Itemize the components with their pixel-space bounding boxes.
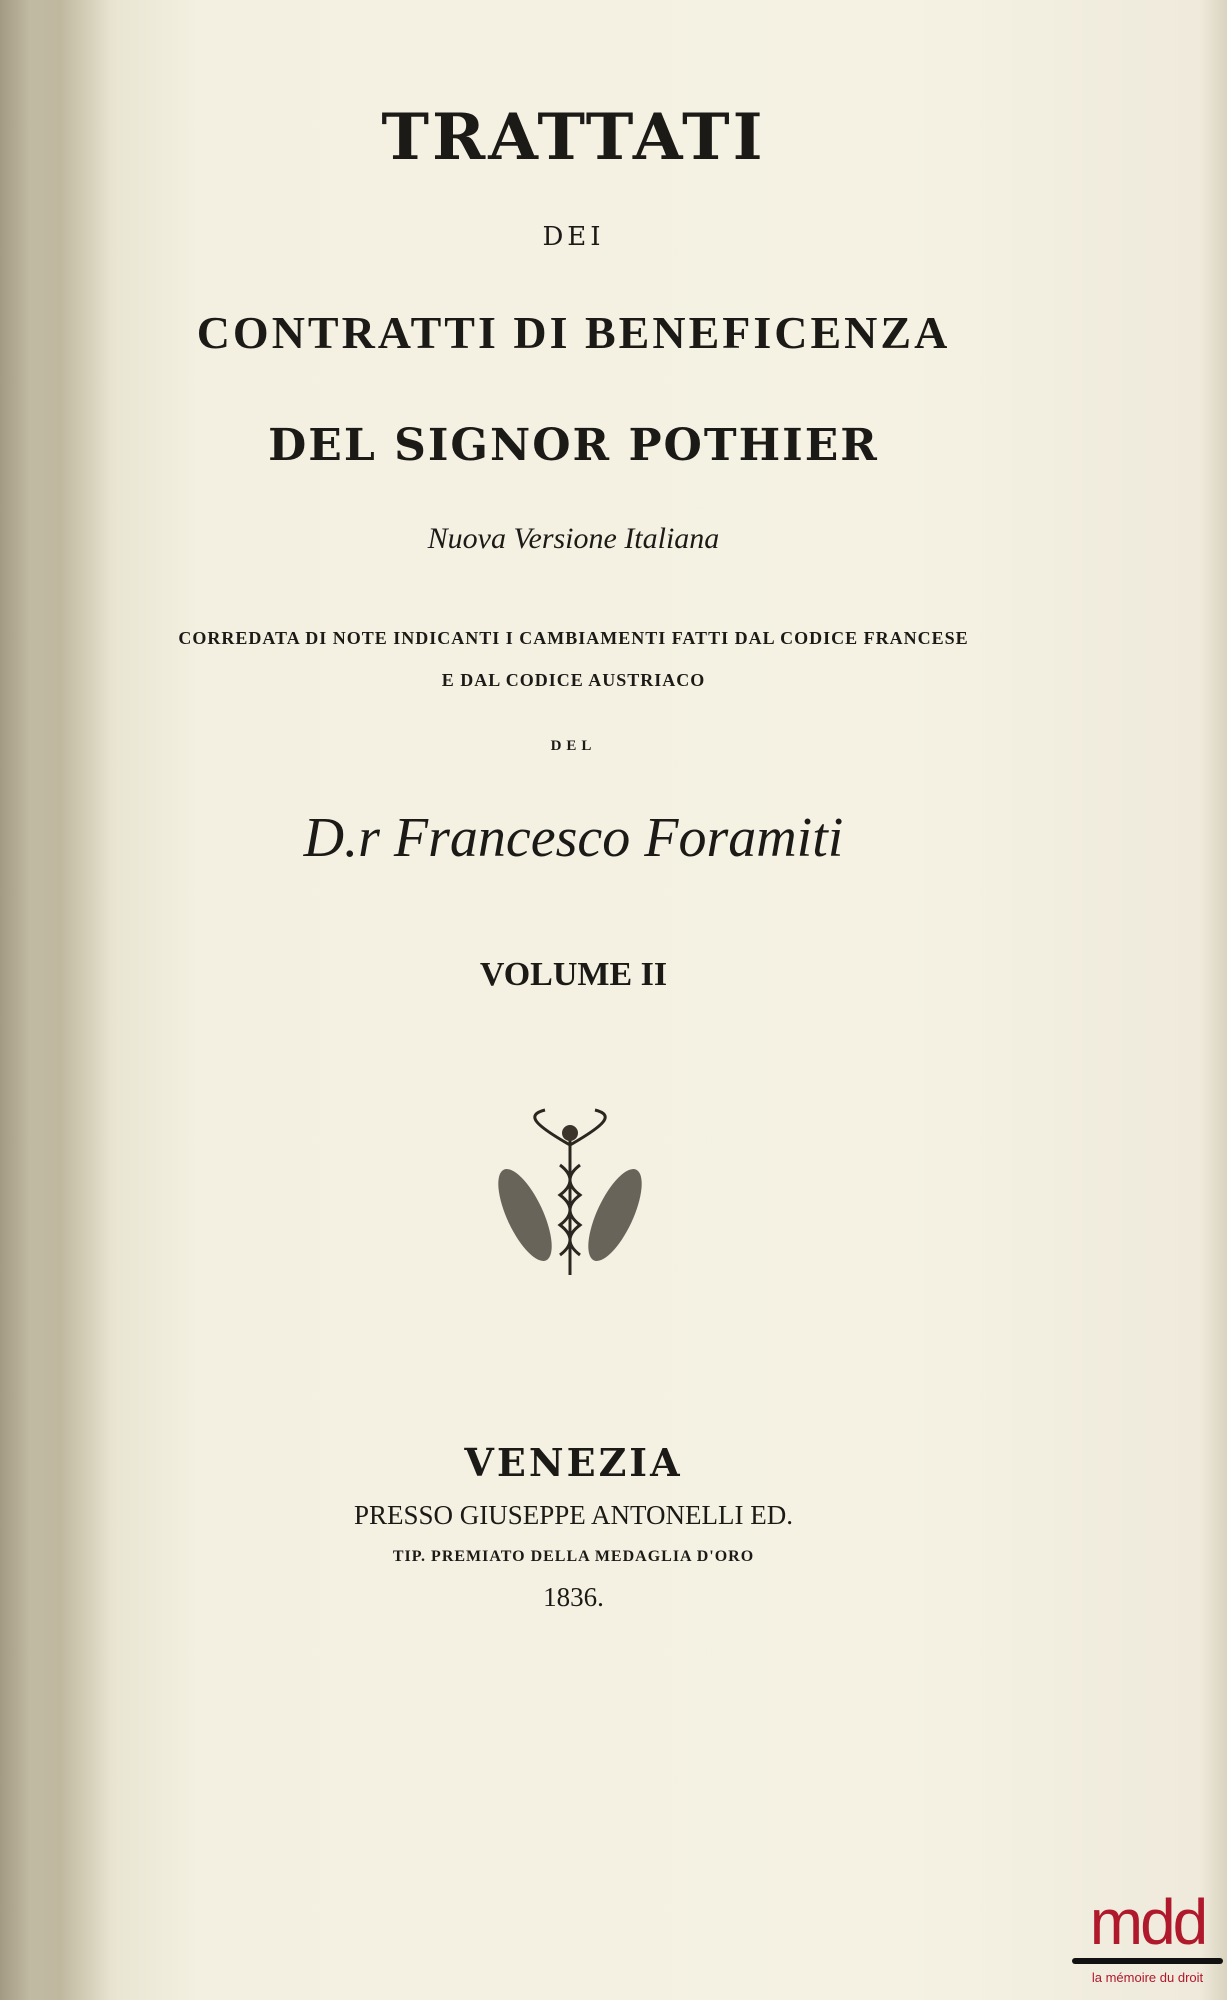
notes-line-1: CORREDATA DI NOTE INDICANTI I CAMBIAMENTI FATTI DAL CODICE FRANCESE (178, 628, 969, 648)
mdd-watermark-logo (1068, 1886, 1227, 2000)
logo-tagline: la mémoire du droit (1091, 1970, 1204, 1985)
publisher: PRESSO GIUSEPPE ANTONELLI ED. (353, 1500, 794, 1530)
book-binding-shadow (0, 0, 120, 2000)
translator-name: D.r Francesco Foramiti (303, 807, 844, 869)
by-line: DEL (550, 738, 597, 754)
logo-text: mdd (1089, 1886, 1206, 1958)
title-connector: DEI (542, 222, 605, 252)
version-line: Nuova Versione Italiana (427, 522, 720, 555)
caduceus-ornament-icon (495, 1105, 645, 1285)
printer-note: TIP. PREMIATO DELLA MEDAGLIA D'ORO (392, 1548, 755, 1565)
book-title: TRATTATI (381, 100, 766, 175)
logo-bar (1072, 1958, 1223, 1964)
volume-label: VOLUME II (479, 956, 668, 993)
author-line: DEL SIGNOR POTHIER (268, 420, 879, 471)
notes-line-2: E DAL CODICE AUSTRIACO (441, 670, 706, 690)
publication-year: 1836. (543, 1582, 604, 1612)
publication-city: VENEZIA (464, 1440, 683, 1485)
book-subject: CONTRATTI DI BENEFICENZA (196, 307, 951, 358)
